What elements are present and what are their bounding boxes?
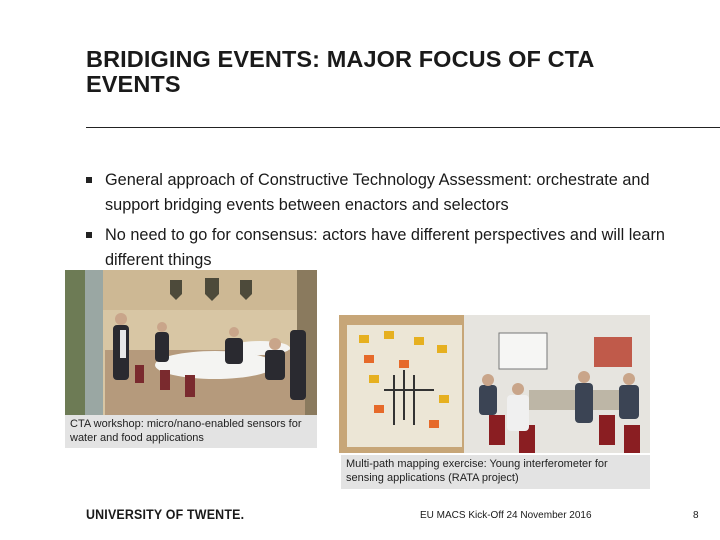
- mapping-caption: Multi-path mapping exercise: Young interferometer for sensing applications (RATA project): [341, 455, 650, 489]
- bullet-square-icon: [86, 232, 92, 238]
- slide-title: BRIDIGING EVENTS: MAJOR FOCUS OF CTA EVENTS: [86, 46, 594, 97]
- bullet-square-icon: [86, 177, 92, 183]
- workshop-photo-illustration: [65, 270, 317, 415]
- mapping-photo-illustration: [339, 315, 650, 453]
- workshop-caption: CTA workshop: micro/nano-enabled sensors for water and food applications: [65, 415, 317, 448]
- bullet-list: [86, 168, 696, 278]
- title-divider: [86, 127, 720, 128]
- bullet-item: [86, 223, 696, 272]
- bullet-text: General approach of Constructive Technology Assessment: orchestrate and support bridging events between enactors and selectors: [105, 171, 650, 214]
- page-number: 8: [693, 510, 699, 521]
- bullet-item: [86, 168, 696, 217]
- workshop-photo: [65, 270, 317, 415]
- mapping-photo: [339, 315, 650, 453]
- footer-event: EU MACS Kick-Off 24 November 2016: [420, 510, 592, 521]
- bullet-text: No need to go for consensus: actors have different perspectives and will learn different things: [105, 226, 665, 269]
- university-logo: UNIVERSITY OF TWENTE.: [86, 507, 245, 522]
